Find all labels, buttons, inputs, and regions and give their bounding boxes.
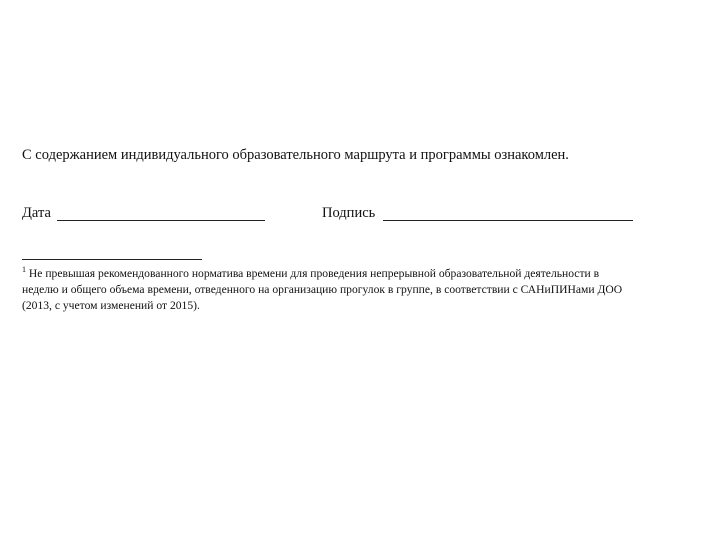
footnote-separator (22, 259, 202, 260)
date-blank-line (57, 220, 265, 221)
signature-label: Подпись (322, 205, 376, 221)
signature-blank-line (383, 220, 633, 221)
footnote-text-1: Не превышая рекомендованного норматива времени для проведения непрерывной образовательной деятельности в (28, 267, 600, 280)
date-label: Дата (22, 205, 51, 221)
footnote (22, 266, 672, 314)
acknowledgement-text: С содержанием индивидуального образовательного маршрута и программы ознакомлен. (22, 147, 569, 163)
footnote-line-1 (22, 266, 672, 282)
footnote-marker: 1 (22, 265, 26, 275)
signature-row (22, 205, 702, 225)
footnote-line-3: (2013, с учетом изменений от 2015). (22, 299, 200, 312)
footnote-line-2: неделю и общего объема времени, отведенного на организацию прогулок в группе, в соответствии с САНиПИНами ДОО (22, 283, 623, 296)
